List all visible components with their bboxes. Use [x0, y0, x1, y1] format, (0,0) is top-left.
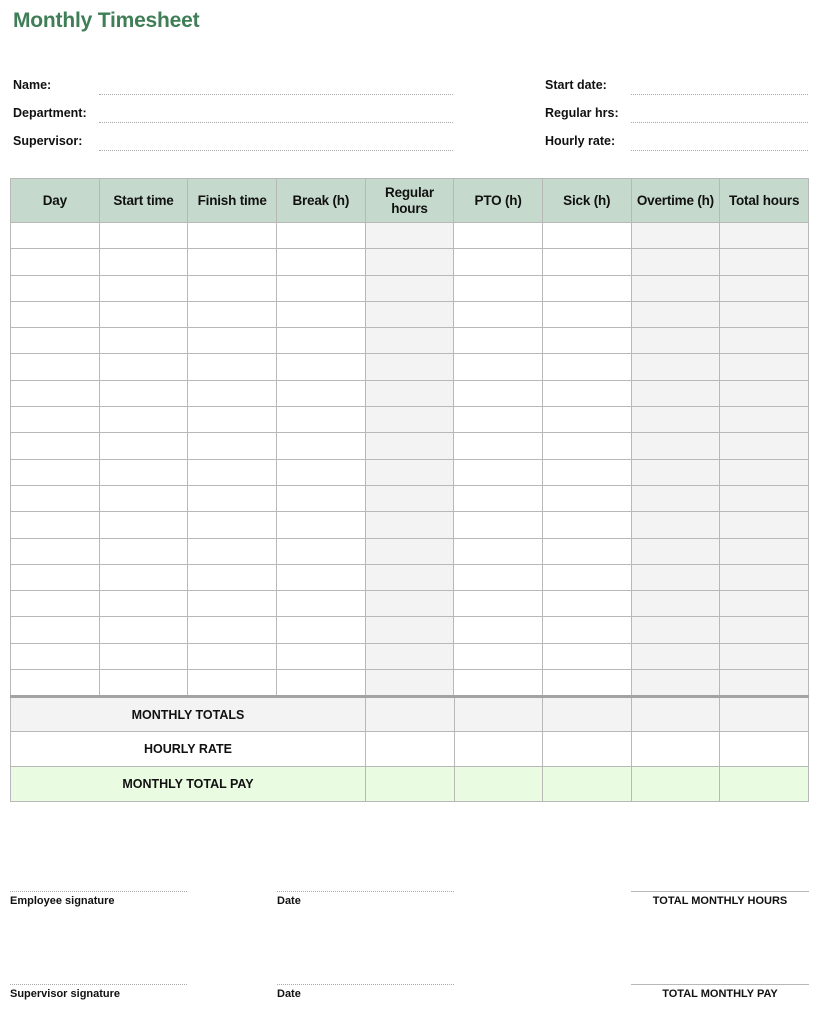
table-cell[interactable]: [11, 538, 100, 564]
department-field[interactable]: [13, 99, 87, 123]
table-cell[interactable]: [365, 670, 454, 696]
table-cell[interactable]: [365, 564, 454, 590]
table-cell[interactable]: [542, 459, 631, 485]
table-cell[interactable]: [365, 223, 454, 249]
table-cell[interactable]: [542, 512, 631, 538]
table-cell[interactable]: [188, 380, 277, 406]
table-cell[interactable]: [542, 301, 631, 327]
table-cell[interactable]: [276, 538, 365, 564]
table-cell[interactable]: [11, 249, 100, 275]
table-cell[interactable]: [99, 617, 188, 643]
employee-date-label: Date: [277, 895, 301, 907]
table-cell[interactable]: [454, 538, 543, 564]
table-cell[interactable]: [188, 459, 277, 485]
table-cell[interactable]: [276, 591, 365, 617]
table-cell[interactable]: [454, 564, 543, 590]
table-cell[interactable]: [720, 485, 809, 511]
totals-table: [10, 695, 809, 802]
supervisor-field[interactable]: [13, 127, 82, 151]
table-row: [11, 538, 809, 564]
table-cell[interactable]: [188, 223, 277, 249]
table-cell[interactable]: [366, 697, 455, 732]
table-cell[interactable]: [99, 670, 188, 696]
table-cell[interactable]: [188, 354, 277, 380]
table-cell[interactable]: [99, 433, 188, 459]
table-cell[interactable]: [99, 564, 188, 590]
table-cell[interactable]: [454, 380, 543, 406]
table-cell[interactable]: [454, 407, 543, 433]
table-cell[interactable]: [11, 328, 100, 354]
table-cell[interactable]: [631, 249, 720, 275]
table-cell[interactable]: [454, 433, 543, 459]
table-cell[interactable]: [631, 407, 720, 433]
table-cell[interactable]: [720, 407, 809, 433]
table-cell[interactable]: [11, 485, 100, 511]
table-cell[interactable]: [99, 223, 188, 249]
name-field[interactable]: [13, 71, 51, 95]
table-row: [11, 223, 809, 249]
table-row: [11, 591, 809, 617]
hourly-rate-row: [11, 732, 809, 767]
table-cell[interactable]: [454, 459, 543, 485]
table-cell[interactable]: [276, 223, 365, 249]
col-header-day: Day: [11, 179, 100, 223]
regular-hrs-label: Regular hrs:: [545, 106, 619, 120]
monthly-total-pay-row: [11, 767, 809, 802]
table-cell[interactable]: [542, 380, 631, 406]
table-row: [11, 275, 809, 301]
table-row: [11, 459, 809, 485]
timesheet-body: [11, 223, 809, 696]
table-cell[interactable]: [542, 643, 631, 669]
table-cell[interactable]: [188, 538, 277, 564]
table-cell[interactable]: [631, 697, 720, 732]
table-cell[interactable]: [542, 275, 631, 301]
col-header-finish-time: Finish time: [188, 179, 277, 223]
table-cell[interactable]: [543, 767, 632, 802]
table-cell[interactable]: [720, 380, 809, 406]
table-cell[interactable]: [542, 328, 631, 354]
hourly-rate-row-label: HOURLY RATE: [11, 732, 366, 767]
col-header-sick: Sick (h): [542, 179, 631, 223]
table-cell[interactable]: [631, 223, 720, 249]
table-cell[interactable]: [454, 301, 543, 327]
table-cell[interactable]: [99, 328, 188, 354]
table-cell[interactable]: [542, 564, 631, 590]
supervisor-label: Supervisor:: [13, 134, 83, 148]
table-cell[interactable]: [631, 512, 720, 538]
table-cell[interactable]: [542, 485, 631, 511]
table-cell[interactable]: [542, 223, 631, 249]
table-cell[interactable]: [542, 538, 631, 564]
table-cell[interactable]: [11, 617, 100, 643]
timesheet-table: [10, 178, 809, 696]
table-cell[interactable]: [99, 407, 188, 433]
table-cell[interactable]: [631, 732, 720, 767]
table-cell[interactable]: [720, 564, 809, 590]
table-cell[interactable]: [99, 591, 188, 617]
table-cell[interactable]: [11, 275, 100, 301]
table-cell[interactable]: [631, 767, 720, 802]
table-cell[interactable]: [720, 459, 809, 485]
regular-hours-text: Regular hours: [385, 184, 434, 216]
table-cell[interactable]: [99, 354, 188, 380]
monthly-total-pay-label: MONTHLY TOTAL PAY: [11, 767, 366, 802]
table-cell[interactable]: [720, 433, 809, 459]
table-cell[interactable]: [454, 643, 543, 669]
table-row: [11, 564, 809, 590]
table-cell[interactable]: [188, 564, 277, 590]
table-cell[interactable]: [454, 249, 543, 275]
table-cell[interactable]: [720, 643, 809, 669]
table-cell[interactable]: [11, 459, 100, 485]
table-cell[interactable]: [365, 643, 454, 669]
table-cell[interactable]: [454, 670, 543, 696]
total-monthly-hours-label: TOTAL MONTHLY HOURS: [652, 895, 788, 907]
employee-date-line[interactable]: [277, 891, 454, 907]
table-cell[interactable]: [454, 591, 543, 617]
table-cell[interactable]: [11, 223, 100, 249]
table-cell[interactable]: [365, 433, 454, 459]
table-cell[interactable]: [188, 591, 277, 617]
table-cell[interactable]: [720, 512, 809, 538]
table-cell[interactable]: [11, 670, 100, 696]
regular-hrs-field[interactable]: [545, 99, 619, 123]
table-cell[interactable]: [276, 275, 365, 301]
table-row: [11, 328, 809, 354]
table-cell[interactable]: [188, 407, 277, 433]
table-cell[interactable]: [720, 697, 809, 732]
table-cell[interactable]: [99, 301, 188, 327]
table-cell[interactable]: [631, 538, 720, 564]
table-cell[interactable]: [99, 512, 188, 538]
table-cell[interactable]: [720, 538, 809, 564]
table-row: [11, 670, 809, 696]
hourly-rate-field[interactable]: [545, 127, 615, 151]
table-cell[interactable]: [188, 485, 277, 511]
table-cell[interactable]: [543, 732, 632, 767]
table-cell[interactable]: [11, 380, 100, 406]
table-cell[interactable]: [542, 433, 631, 459]
table-cell[interactable]: [188, 275, 277, 301]
table-cell[interactable]: [365, 485, 454, 511]
col-header-total-hours: Total hours: [720, 179, 809, 223]
table-cell[interactable]: [99, 485, 188, 511]
start-date-field[interactable]: [545, 71, 607, 95]
table-row: [11, 407, 809, 433]
col-header-break: Break (h): [276, 179, 365, 223]
col-header-pto: PTO (h): [454, 179, 543, 223]
table-cell[interactable]: [631, 380, 720, 406]
table-cell[interactable]: [11, 407, 100, 433]
table-cell[interactable]: [720, 354, 809, 380]
table-cell[interactable]: [276, 407, 365, 433]
table-cell[interactable]: [720, 275, 809, 301]
table-cell[interactable]: [99, 538, 188, 564]
table-cell[interactable]: [365, 407, 454, 433]
table-row: [11, 433, 809, 459]
header-row: [11, 179, 809, 223]
table-cell[interactable]: [276, 354, 365, 380]
table-cell[interactable]: [720, 328, 809, 354]
table-cell[interactable]: [720, 670, 809, 696]
table-cell[interactable]: [454, 767, 543, 802]
table-cell[interactable]: [11, 512, 100, 538]
table-cell[interactable]: [276, 485, 365, 511]
table-cell[interactable]: [454, 697, 543, 732]
table-cell[interactable]: [99, 275, 188, 301]
supervisor-date-label: Date: [277, 988, 301, 1000]
table-cell[interactable]: [631, 433, 720, 459]
table-cell[interactable]: [454, 485, 543, 511]
start-date-label: Start date:: [545, 78, 607, 92]
table-cell[interactable]: [720, 249, 809, 275]
table-cell[interactable]: [365, 249, 454, 275]
supervisor-date-line[interactable]: [277, 984, 454, 1000]
table-cell[interactable]: [454, 328, 543, 354]
table-cell[interactable]: [188, 643, 277, 669]
table-cell[interactable]: [188, 670, 277, 696]
table-cell[interactable]: [276, 643, 365, 669]
table-cell[interactable]: [188, 617, 277, 643]
table-cell[interactable]: [99, 380, 188, 406]
table-cell[interactable]: [631, 591, 720, 617]
table-cell[interactable]: [188, 328, 277, 354]
table-cell[interactable]: [188, 433, 277, 459]
table-cell[interactable]: [631, 564, 720, 590]
table-row: [11, 301, 809, 327]
table-cell[interactable]: [276, 670, 365, 696]
table-cell[interactable]: [631, 670, 720, 696]
table-cell[interactable]: [188, 249, 277, 275]
table-cell[interactable]: [99, 249, 188, 275]
table-cell[interactable]: [11, 591, 100, 617]
table-cell[interactable]: [276, 328, 365, 354]
table-row: [11, 485, 809, 511]
table-cell[interactable]: [276, 459, 365, 485]
start-date-line[interactable]: [631, 94, 808, 95]
table-cell[interactable]: [543, 697, 632, 732]
page-title: Monthly Timesheet: [13, 9, 200, 32]
table-cell[interactable]: [188, 512, 277, 538]
table-cell[interactable]: [720, 223, 809, 249]
table-cell[interactable]: [11, 354, 100, 380]
name-label: Name:: [13, 78, 52, 92]
hourly-rate-label: Hourly rate:: [545, 134, 616, 148]
table-cell[interactable]: [276, 564, 365, 590]
table-cell[interactable]: [631, 459, 720, 485]
col-header-regular-hours: [365, 179, 454, 223]
table-row: [11, 249, 809, 275]
table-cell[interactable]: [276, 380, 365, 406]
table-cell[interactable]: [11, 433, 100, 459]
table-cell[interactable]: [454, 354, 543, 380]
table-cell[interactable]: [542, 591, 631, 617]
col-header-overtime: Overtime (h): [631, 179, 720, 223]
table-cell[interactable]: [720, 767, 809, 802]
table-cell[interactable]: [276, 301, 365, 327]
table-cell[interactable]: [99, 643, 188, 669]
monthly-totals-label: MONTHLY TOTALS: [11, 697, 366, 732]
table-cell[interactable]: [365, 354, 454, 380]
table-cell[interactable]: [366, 767, 455, 802]
table-cell[interactable]: [365, 538, 454, 564]
table-cell[interactable]: [631, 354, 720, 380]
department-line[interactable]: [99, 122, 453, 123]
table-cell[interactable]: [365, 328, 454, 354]
table-cell[interactable]: [631, 301, 720, 327]
table-cell[interactable]: [276, 617, 365, 643]
supervisor-line[interactable]: [99, 150, 453, 151]
table-row: [11, 512, 809, 538]
table-cell[interactable]: [720, 732, 809, 767]
table-cell[interactable]: [631, 328, 720, 354]
department-label: Department:: [13, 106, 87, 120]
name-line[interactable]: [99, 94, 453, 95]
table-cell[interactable]: [11, 301, 100, 327]
table-cell[interactable]: [542, 354, 631, 380]
table-cell[interactable]: [454, 223, 543, 249]
table-cell[interactable]: [276, 249, 365, 275]
table-cell[interactable]: [365, 380, 454, 406]
table-row: [11, 617, 809, 643]
table-cell[interactable]: [276, 512, 365, 538]
table-cell[interactable]: [454, 512, 543, 538]
table-cell[interactable]: [720, 301, 809, 327]
table-cell[interactable]: [720, 617, 809, 643]
table-cell[interactable]: [542, 617, 631, 643]
table-cell[interactable]: [99, 459, 188, 485]
table-row: [11, 380, 809, 406]
table-cell[interactable]: [365, 301, 454, 327]
table-cell[interactable]: [542, 407, 631, 433]
monthly-totals-row: [11, 697, 809, 732]
table-cell[interactable]: [542, 670, 631, 696]
table-cell[interactable]: [720, 591, 809, 617]
table-cell[interactable]: [631, 617, 720, 643]
table-cell[interactable]: [11, 564, 100, 590]
total-monthly-pay-box[interactable]: [631, 984, 809, 1000]
table-cell[interactable]: [454, 617, 543, 643]
employee-signature-line[interactable]: [10, 891, 187, 907]
regular-hrs-line[interactable]: [631, 122, 808, 123]
table-cell[interactable]: [365, 617, 454, 643]
col-header-start-time: Start time: [99, 179, 188, 223]
table-cell[interactable]: [365, 459, 454, 485]
table-cell[interactable]: [542, 249, 631, 275]
employee-signature-label: Employee signature: [10, 895, 115, 907]
supervisor-signature-line[interactable]: [10, 984, 187, 1000]
hourly-rate-line[interactable]: [631, 150, 808, 151]
table-cell[interactable]: [366, 732, 455, 767]
table-cell[interactable]: [11, 643, 100, 669]
table-row: [11, 354, 809, 380]
table-cell[interactable]: [365, 591, 454, 617]
total-monthly-hours-box[interactable]: [631, 891, 809, 907]
table-cell[interactable]: [631, 643, 720, 669]
table-row: [11, 643, 809, 669]
table-cell[interactable]: [188, 301, 277, 327]
table-cell[interactable]: [631, 275, 720, 301]
table-cell[interactable]: [276, 433, 365, 459]
table-cell[interactable]: [454, 732, 543, 767]
supervisor-signature-label: Supervisor signature: [10, 988, 121, 1000]
table-cell[interactable]: [454, 275, 543, 301]
table-cell[interactable]: [365, 512, 454, 538]
table-cell[interactable]: [365, 275, 454, 301]
total-monthly-pay-label: TOTAL MONTHLY PAY: [662, 988, 778, 1000]
table-cell[interactable]: [631, 485, 720, 511]
